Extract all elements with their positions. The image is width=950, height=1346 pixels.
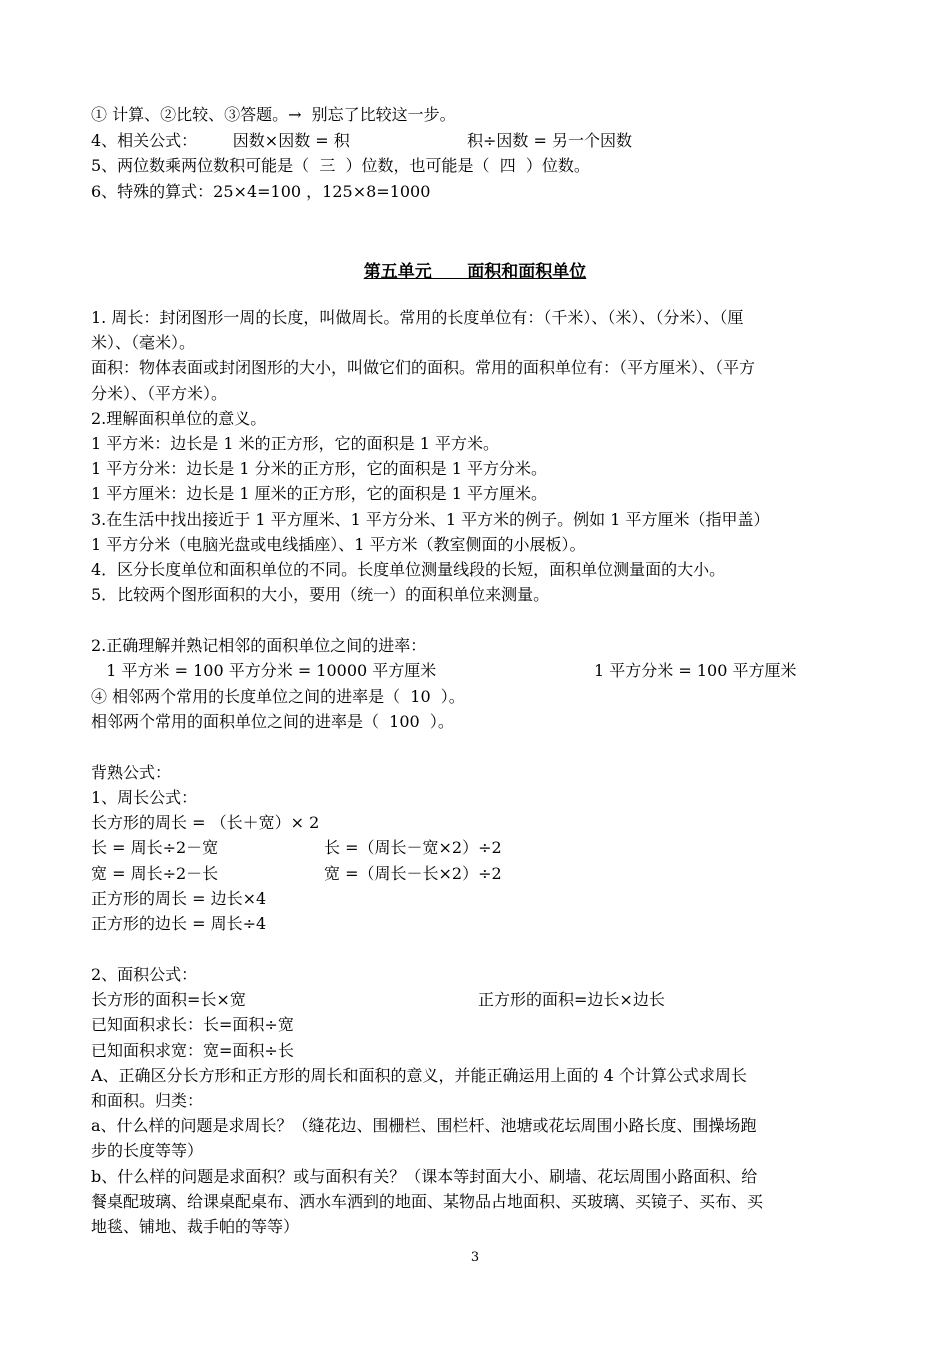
text-line: 长方形的面积=长×宽 [91,990,246,1009]
text-line: 2、面积公式： [91,965,198,984]
text-line: 1、周长公式： [91,788,198,807]
text-line: 长方形的周长 = （长＋宽）× 2 [91,813,320,832]
text-line: 步的长度等等） [91,1141,204,1160]
text-line: 5．比较两个图形面积的大小，要用（统一）的面积单位来测量。 [91,585,550,604]
text-line: 地毯、铺地、裁手帕的等等） [91,1217,300,1236]
text-line: b、什么样的问题是求面积？或与面积有关？（课本等封面大小、刷墙、花坛周围小路面积、给 [91,1167,758,1186]
text-line: 分米）、（平方米）。 [91,384,228,403]
text-line: 1 平方米 = 100 平方分米 = 10000 平方厘米 [91,661,437,680]
text-line: 2.正确理解并熟记相邻的面积单位之间的进率： [91,636,427,655]
text-line: a、什么样的问题是求周长？（缝花边、围栅栏、围栏杆、池塘或花坛周围小路长度、围操场跑 [91,1116,757,1135]
text-line: 背熟公式： [91,763,172,782]
text-line-right: 长 =（周长－宽×2）÷2 [324,838,502,857]
text-line-right: 1 平方分米 = 100 平方厘米 [594,661,797,680]
text-line: 已知面积求长：长=面积÷宽 [91,1015,294,1034]
text-line: 4．区分长度单位和面积单位的不同。长度单位测量线段的长短，面积单位测量面的大小。 [91,560,726,579]
text-line: ① 计算、②比较、③答题。→ 别忘了比较这一步。 [91,105,456,124]
text-line-right: 正方形的面积=边长×边长 [478,990,665,1009]
text-line: A、正确区分长方形和正方形的周长和面积的意义，并能正确运用上面的 4 个计算公式求周长 [91,1066,747,1085]
text-line: 正方形的周长 = 边长×4 [91,889,267,908]
section-title: 第五单元 面积和面积单位 [363,262,587,282]
text-line: 宽 = 周长÷2－长 [91,864,219,883]
text-line: 正方形的边长 = 周长÷4 [91,914,267,933]
page-number: 3 [470,1250,480,1265]
text-line: 米）、（毫米）。 [91,333,196,352]
text-line: ④ 相邻两个常用的长度单位之间的进率是（ 10 ）。 [91,687,465,706]
text-line: 相邻两个常用的面积单位之间的进率是（ 100 ）。 [91,712,454,731]
text-line: 1 平方分米（电脑光盘或电线插座）、1 平方米（教室侧面的小展板）。 [91,535,586,554]
text-line-right: 宽 =（周长－长×2）÷2 [324,864,502,883]
text-line-right: 积÷因数 = 另一个因数 [467,131,632,150]
text-line: 1 平方厘米：边长是 1 厘米的正方形，它的面积是 1 平方厘米。 [91,484,547,503]
text-line: 3.在生活中找出接近于 1 平方厘米、1 平方分米、1 平方米的例子。例如 1 平方厘米（指甲盖） [91,510,770,529]
text-line: 1 平方分米：边长是 1 分米的正方形，它的面积是 1 平方分米。 [91,459,547,478]
text-line: 1 平方米：边长是 1 米的正方形，它的面积是 1 平方米。 [91,434,499,453]
text-line: 和面积。归类： [91,1091,204,1110]
text-line: 面积：物体表面或封闭图形的大小，叫做它们的面积。常用的面积单位有：（平方厘米）、（平方 [91,358,756,377]
text-line: 1. 周长：封闭图形一周的长度，叫做周长。常用的长度单位有：（千米）、（米）、（分米）、（厘 [91,308,744,327]
text-line: 4、相关公式： 因数×因数 = 积 [91,131,350,150]
text-line: 2.理解面积单位的意义。 [91,409,267,428]
text-line: 6、特殊的算式：25×4=100 ，125×8=1000 [91,182,431,201]
text-line: 5、两位数乘两位数积可能是（ 三 ）位数，也可能是（ 四 ）位数。 [91,156,590,175]
text-line: 餐桌配玻璃、给课桌配桌布、洒水车洒到的地面、某物品占地面积、买玻璃、买镜子、买布、买 [91,1192,764,1211]
text-line: 长 = 周长÷2－宽 [91,838,219,857]
text-line: 已知面积求宽：宽=面积÷长 [91,1041,294,1060]
